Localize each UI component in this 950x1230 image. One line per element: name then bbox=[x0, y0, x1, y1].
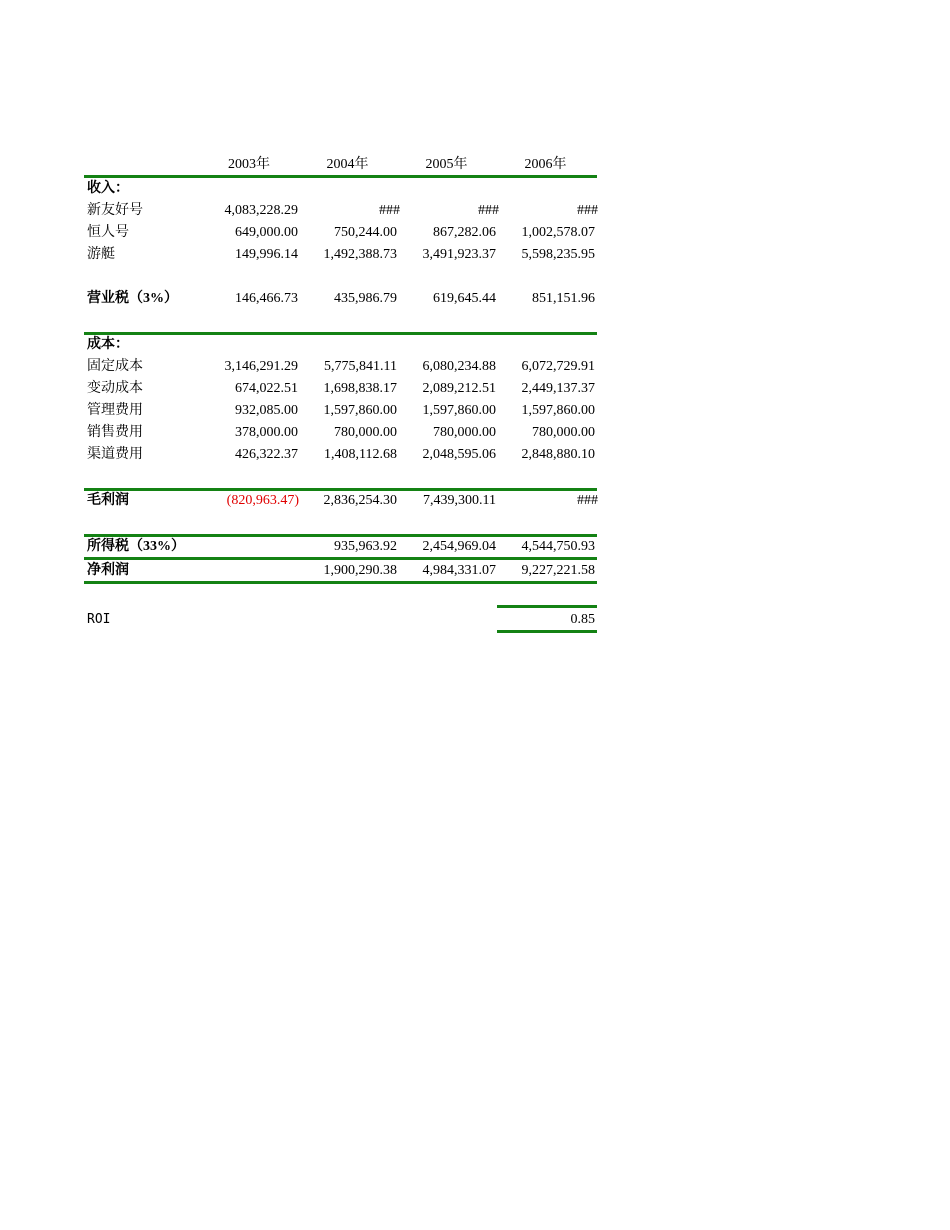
cell-2004[interactable]: 2,836,254.30 bbox=[323, 493, 397, 508]
cell-2003[interactable]: 4,083,228.29 bbox=[224, 203, 298, 218]
cell-2003[interactable]: 378,000.00 bbox=[235, 425, 298, 440]
cell-2006[interactable]: 6,072,729.91 bbox=[521, 359, 595, 374]
cell-2003-negative[interactable]: (820,963.47) bbox=[226, 493, 299, 508]
table-row bbox=[84, 222, 598, 244]
year-header-row bbox=[84, 154, 598, 176]
row-label[interactable]: 渠道费用 bbox=[87, 447, 143, 462]
cell-2004[interactable]: 1,900,290.38 bbox=[323, 563, 397, 578]
net-profit-bottom-rule bbox=[84, 581, 597, 584]
cell-2003[interactable]: 932,085.00 bbox=[235, 403, 298, 418]
cell-2005[interactable]: 3,491,923.37 bbox=[422, 247, 496, 262]
roi-value[interactable]: 0.85 bbox=[570, 612, 595, 627]
cell-2005[interactable]: 4,984,331.07 bbox=[422, 563, 496, 578]
roi-bottom-rule bbox=[497, 630, 597, 633]
cell-2003[interactable]: 149,996.14 bbox=[235, 247, 298, 262]
cell-2005[interactable]: 2,089,212.51 bbox=[422, 381, 496, 396]
cell-2003[interactable]: 146,466.73 bbox=[235, 291, 298, 306]
year-2006-header[interactable]: 2006年 bbox=[524, 157, 567, 172]
income-section-title[interactable]: 收入： bbox=[87, 181, 129, 196]
cell-2005[interactable]: 2,454,969.04 bbox=[422, 539, 496, 554]
cell-2003[interactable] bbox=[200, 560, 298, 582]
income-tax-row bbox=[84, 536, 598, 558]
cell-2003[interactable]: 426,322.37 bbox=[235, 447, 298, 462]
income-tax-label[interactable]: 所得税（33%） bbox=[87, 539, 185, 554]
cell-2003[interactable]: 649,000.00 bbox=[235, 225, 298, 240]
gross-profit-label[interactable]: 毛利润 bbox=[87, 493, 129, 508]
cell-2005[interactable]: 7,439,300.11 bbox=[423, 493, 496, 508]
cell-2004[interactable]: 935,963.92 bbox=[334, 539, 397, 554]
row-label[interactable]: 新友好号 bbox=[87, 203, 143, 218]
roi-top-rule bbox=[497, 605, 597, 608]
cell-2005[interactable]: 2,048,595.06 bbox=[422, 447, 496, 462]
row-label[interactable]: 管理费用 bbox=[87, 403, 143, 418]
cell-2005[interactable]: 867,282.06 bbox=[433, 225, 496, 240]
cost-section-title-row bbox=[84, 334, 598, 356]
table-row bbox=[84, 444, 598, 466]
row-label[interactable]: 变动成本 bbox=[87, 381, 143, 396]
cell-2006[interactable]: 1,002,578.07 bbox=[521, 225, 595, 240]
cell-2004[interactable]: ### bbox=[379, 203, 400, 218]
cell-2006[interactable]: 1,597,860.00 bbox=[521, 403, 595, 418]
cell-2004[interactable]: 780,000.00 bbox=[334, 425, 397, 440]
business-tax-row bbox=[84, 288, 598, 310]
cell-2006[interactable]: 9,227,221.58 bbox=[521, 563, 595, 578]
cell-2006[interactable]: 2,449,137.37 bbox=[521, 381, 595, 396]
cell-2005[interactable]: 6,080,234.88 bbox=[422, 359, 496, 374]
cell-2006[interactable]: 851,151.96 bbox=[532, 291, 595, 306]
cell-2006[interactable]: ### bbox=[577, 493, 598, 508]
table-row bbox=[84, 400, 598, 422]
cell-2006[interactable]: 4,544,750.93 bbox=[521, 539, 595, 554]
year-2004-header[interactable]: 2004年 bbox=[326, 157, 369, 172]
cell-2004[interactable]: 5,775,841.11 bbox=[324, 359, 397, 374]
business-tax-label[interactable]: 营业税（3%） bbox=[87, 291, 178, 306]
cell-2004[interactable]: 750,244.00 bbox=[334, 225, 397, 240]
cell-2003[interactable]: 3,146,291.29 bbox=[224, 359, 298, 374]
cell-2006[interactable]: 780,000.00 bbox=[532, 425, 595, 440]
cell-2004[interactable]: 1,698,838.17 bbox=[323, 381, 397, 396]
table-row bbox=[84, 378, 598, 400]
row-label[interactable]: 恒人号 bbox=[87, 225, 129, 240]
cell-2003[interactable]: 674,022.51 bbox=[235, 381, 298, 396]
cell-2005[interactable]: 780,000.00 bbox=[433, 425, 496, 440]
financial-sheet bbox=[84, 154, 598, 627]
net-profit-row bbox=[84, 560, 598, 582]
cell-2004[interactable]: 435,986.79 bbox=[334, 291, 397, 306]
table-row bbox=[84, 422, 598, 444]
cell-2004[interactable]: 1,408,112.68 bbox=[324, 447, 397, 462]
row-label[interactable]: 销售费用 bbox=[87, 425, 143, 440]
year-2003-header[interactable]: 2003年 bbox=[228, 157, 270, 172]
income-section-title-row bbox=[84, 178, 598, 200]
cell-2004[interactable]: 1,492,388.73 bbox=[323, 247, 397, 262]
row-label[interactable]: 固定成本 bbox=[87, 359, 143, 374]
table-row bbox=[84, 200, 598, 222]
roi-label[interactable]: ROI bbox=[87, 612, 111, 627]
cost-section-title[interactable]: 成本： bbox=[87, 337, 129, 352]
cell-2006[interactable]: 5,598,235.95 bbox=[521, 247, 595, 262]
cell-2004[interactable]: 1,597,860.00 bbox=[323, 403, 397, 418]
cell-2005[interactable]: ### bbox=[478, 203, 499, 218]
net-profit-label[interactable]: 净利润 bbox=[87, 563, 129, 578]
row-label[interactable]: 游艇 bbox=[87, 247, 115, 262]
table-row bbox=[84, 356, 598, 378]
cell-2006[interactable]: 2,848,880.10 bbox=[521, 447, 595, 462]
cell-2006[interactable]: ### bbox=[577, 203, 598, 218]
cell-2005[interactable]: 619,645.44 bbox=[433, 291, 496, 306]
roi-row bbox=[84, 609, 598, 631]
cell-2005[interactable]: 1,597,860.00 bbox=[422, 403, 496, 418]
table-row bbox=[84, 244, 598, 266]
cell-2003[interactable] bbox=[200, 536, 298, 558]
year-2005-header[interactable]: 2005年 bbox=[425, 157, 468, 172]
gross-profit-row bbox=[84, 490, 598, 512]
